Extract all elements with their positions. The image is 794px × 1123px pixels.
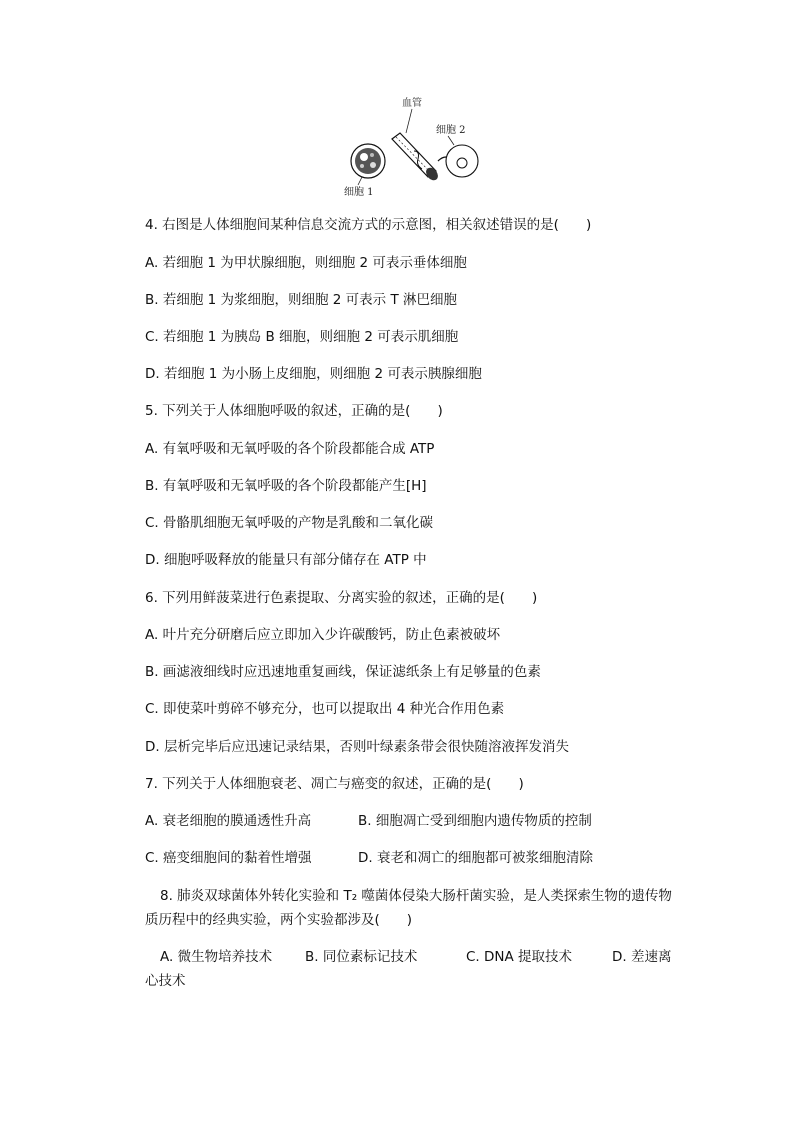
question-4-option-d: D. 若细胞 1 为小肠上皮细胞，则细胞 2 可表示胰腺细胞 xyxy=(145,366,482,382)
blood-vessel-shape xyxy=(392,133,453,183)
cell-signaling-figure xyxy=(340,95,490,200)
question-4-stem: 4. 右图是人体细胞间某种信息交流方式的示意图，相关叙述错误的是( ) xyxy=(145,217,592,233)
question-8-option-c: C. DNA 提取技术 xyxy=(466,949,573,965)
question-5-option-d: D. 细胞呼吸释放的能量只有部分储存在 ATP 中 xyxy=(145,552,427,568)
question-4-option-b: B. 若细胞 1 为浆细胞，则细胞 2 可表示 T 淋巴细胞 xyxy=(145,292,458,308)
question-7-option-d: D. 衰老和凋亡的细胞都可被浆细胞清除 xyxy=(358,850,593,866)
question-6-option-a: A. 叶片充分研磨后应立即加入少许碳酸钙，防止色素被破坏 xyxy=(145,627,501,643)
cell1-shape xyxy=(351,144,385,178)
cell1-label: 细胞 1 xyxy=(344,187,374,198)
blood-vessel-label: 血管 xyxy=(402,98,422,109)
question-8-option-d-line2: 心技术 xyxy=(145,973,186,989)
question-6-option-c: C. 即使菜叶剪碎不够充分，也可以提取出 4 种光合作用色素 xyxy=(145,701,505,717)
cell2-shape xyxy=(446,145,478,177)
question-8-stem-line2: 质历程中的经典实验，两个实验都涉及( ) xyxy=(145,912,413,928)
question-5-option-c: C. 骨骼肌细胞无氧呼吸的产物是乳酸和二氧化碳 xyxy=(145,515,434,531)
cell2-label: 细胞 2 xyxy=(436,125,466,136)
question-5-option-b: B. 有氧呼吸和无氧呼吸的各个阶段都能产生[H] xyxy=(145,478,427,494)
question-4-option-c: C. 若细胞 1 为胰岛 B 细胞，则细胞 2 可表示肌细胞 xyxy=(145,329,459,345)
question-6-stem: 6. 下列用鲜菠菜进行色素提取、分离实验的叙述，正确的是( ) xyxy=(145,590,538,606)
question-8-option-b: B. 同位素标记技术 xyxy=(305,949,418,965)
question-7-option-b: B. 细胞凋亡受到细胞内遗传物质的控制 xyxy=(358,813,592,829)
question-8-option-d-line1: D. 差速离 xyxy=(612,949,672,965)
question-5-option-a: A. 有氧呼吸和无氧呼吸的各个阶段都能合成 ATP xyxy=(145,441,435,457)
question-7-option-a: A. 衰老细胞的膜通透性升高 xyxy=(145,813,312,829)
question-6-option-d: D. 层析完毕后应迅速记录结果，否则叶绿素条带会很快随溶液挥发消失 xyxy=(145,739,569,755)
question-8-option-a: A. 微生物培养技术 xyxy=(160,949,273,965)
question-5-stem: 5. 下列关于人体细胞呼吸的叙述，正确的是( ) xyxy=(145,403,443,419)
question-6-option-b: B. 画滤液细线时应迅速地重复画线，保证滤纸条上有足够量的色素 xyxy=(145,664,541,680)
question-7-option-c: C. 癌变细胞间的黏着性增强 xyxy=(145,850,312,866)
question-7-stem: 7. 下列关于人体细胞衰老、凋亡与癌变的叙述，正确的是( ) xyxy=(145,776,524,792)
question-8-stem-line1: 8. 肺炎双球菌体外转化实验和 T₂ 噬菌体侵染大肠杆菌实验，是人类探索生物的遗传物 xyxy=(160,888,672,904)
cell-signaling-diagram xyxy=(340,95,490,200)
question-4-option-a: A. 若细胞 1 为甲状腺细胞，则细胞 2 可表示垂体细胞 xyxy=(145,255,467,271)
